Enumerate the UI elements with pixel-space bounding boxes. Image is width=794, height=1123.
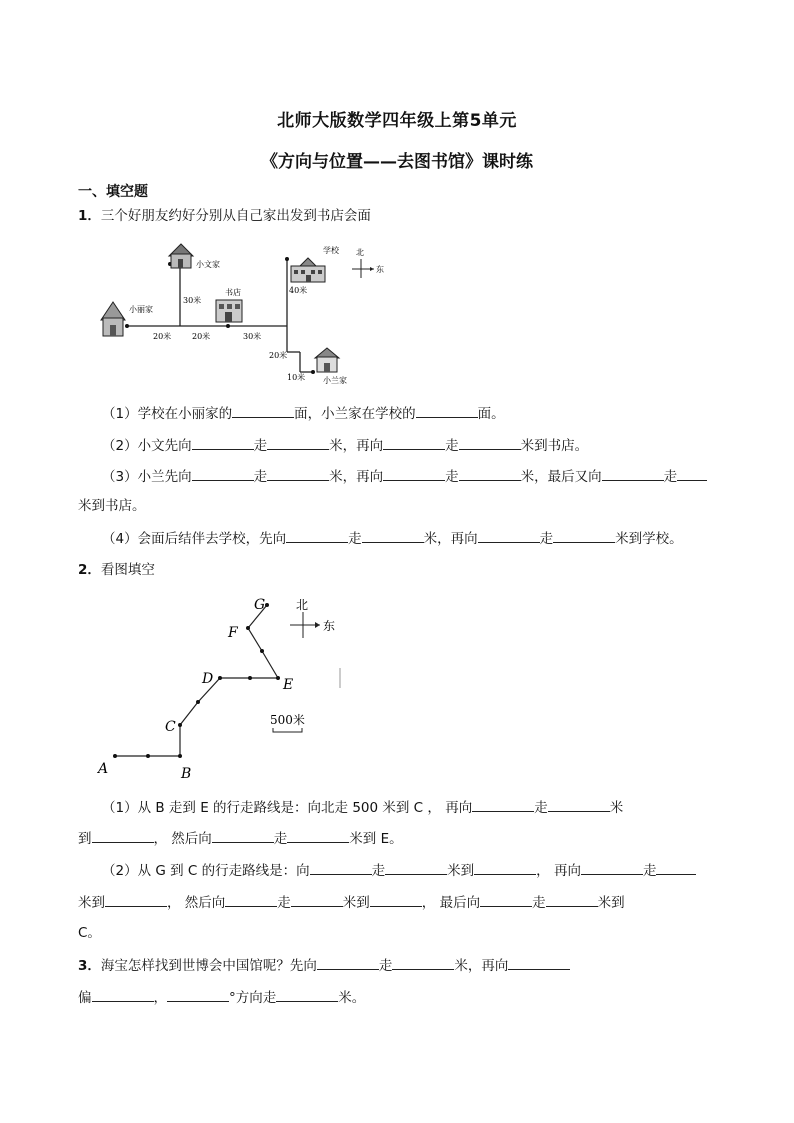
label-xiaolan: 小兰家 (323, 376, 347, 385)
question-text: 看图填空 (100, 562, 155, 578)
answer-blank[interactable] (472, 797, 534, 812)
dist-label: 20米 (153, 332, 172, 341)
bookstore-icon (216, 300, 242, 322)
map-diagram-q1 (95, 238, 395, 390)
question-1 (78, 206, 371, 226)
answer-blank[interactable] (192, 466, 254, 481)
q1-part4: （4）会面后结伴去学校，先向 走 米，再向 走 米到学校。 (102, 528, 683, 549)
compass-icon (352, 259, 374, 278)
scale-label: 500米 (270, 713, 305, 727)
answer-blank[interactable] (392, 955, 454, 970)
q1-part3-cont: 米到书店。 (78, 498, 146, 514)
answer-blank[interactable] (317, 955, 379, 970)
compass-east: 东 (376, 265, 384, 274)
page-title: 北师大版数学四年级上第5单元 (277, 111, 517, 131)
answer-blank[interactable] (383, 435, 445, 450)
answer-blank[interactable] (362, 528, 424, 543)
label-bookstore: 书店 (225, 288, 241, 297)
answer-blank[interactable] (287, 828, 349, 843)
point-D: D (202, 671, 214, 687)
dist-label: 30米 (243, 332, 262, 341)
dist-label: 20米 (269, 351, 288, 360)
dist-label: 30米 (183, 296, 202, 305)
answer-blank[interactable] (286, 528, 348, 543)
q1-part2: （2）小文先向 走 米，再向 走 米到书店。 (102, 435, 588, 456)
question-number: 1． (78, 208, 101, 224)
answer-blank[interactable] (581, 860, 643, 875)
route-path (115, 605, 278, 756)
q1-part3: （3）小兰先向 走 米，再向 走 米，最后又向 走 (102, 466, 707, 487)
xiaoli-house-icon (101, 302, 125, 336)
point-A: A (98, 761, 109, 777)
answer-blank[interactable] (267, 466, 329, 481)
question-number: 3． (78, 958, 101, 974)
point-E: E (283, 677, 294, 693)
compass-icon (290, 612, 320, 638)
question-number: 2． (78, 562, 101, 578)
answer-blank[interactable] (212, 828, 274, 843)
answer-blank[interactable] (225, 892, 277, 907)
question-3: 3．海宝怎样找到世博会中国馆呢？先向 走 米，再向 (78, 955, 570, 976)
answer-blank[interactable] (310, 860, 372, 875)
compass-east: 东 (323, 619, 336, 633)
answer-blank[interactable] (192, 435, 254, 450)
point-B: B (181, 766, 192, 782)
question-2 (78, 560, 155, 580)
answer-blank[interactable] (276, 987, 338, 1002)
answer-blank[interactable] (416, 403, 478, 418)
q2-part2: （2）从 G 到 C 的行走路线是：向 走 米到 ， 再向 走 (102, 860, 696, 881)
q2-part2-cont: 米到 ， 然后向 走 米到 ， 最后向 走 米到 (78, 892, 625, 913)
q2-part2-end: C。 (78, 925, 101, 941)
answer-blank[interactable] (459, 435, 521, 450)
dist-label: 10米 (287, 373, 306, 382)
xiaolan-house-icon (315, 348, 339, 372)
label-school: 学校 (323, 246, 339, 255)
q1-part1: （1）学校在小丽家的 面，小兰家在学校的 面。 (102, 403, 505, 424)
answer-blank[interactable] (267, 435, 329, 450)
q3-line2: 偏 ， °方向走 米。 (78, 987, 365, 1008)
answer-blank[interactable] (370, 892, 422, 907)
answer-blank[interactable] (92, 987, 154, 1002)
point-F: F (228, 625, 238, 641)
answer-blank[interactable] (385, 860, 447, 875)
answer-blank[interactable] (656, 860, 696, 875)
point-C: C (165, 719, 176, 735)
answer-blank[interactable] (105, 892, 167, 907)
answer-blank[interactable] (291, 892, 343, 907)
answer-blank[interactable] (167, 987, 229, 1002)
compass-north: 北 (356, 248, 364, 257)
answer-blank[interactable] (383, 466, 445, 481)
compass-north: 北 (296, 598, 309, 612)
answer-blank[interactable] (232, 403, 294, 418)
answer-blank[interactable] (92, 828, 154, 843)
school-icon (291, 258, 325, 282)
route-diagram-q2 (90, 592, 350, 787)
answer-blank[interactable] (548, 797, 610, 812)
page-subtitle: 《方向与位置——去图书馆》课时练 (261, 152, 533, 172)
dist-label: 40米 (289, 286, 308, 295)
answer-blank[interactable] (677, 466, 707, 481)
answer-blank[interactable] (508, 955, 570, 970)
answer-blank[interactable] (459, 466, 521, 481)
point-G: G (254, 597, 266, 613)
answer-blank[interactable] (553, 528, 615, 543)
answer-blank[interactable] (478, 528, 540, 543)
label-xiaowen: 小文家 (196, 260, 220, 269)
q2-part1-cont: 到 ， 然后向 走 米到 E。 (78, 828, 403, 849)
question-text: 海宝怎样找到世博会中国馆呢？先向 (100, 958, 317, 974)
dist-label: 20米 (192, 332, 211, 341)
xiaowen-house-icon (169, 244, 193, 268)
scale-bar (273, 728, 302, 732)
answer-blank[interactable] (602, 466, 664, 481)
answer-blank[interactable] (474, 860, 536, 875)
question-text: 三个好朋友约好分别从自己家出发到书店会面 (100, 208, 371, 224)
section-title: 一、填空题 (78, 184, 148, 200)
q2-part1: （1）从 B 走到 E 的行走路线是：向北走 500 米到 C ， 再向 走 米 (102, 797, 623, 818)
answer-blank[interactable] (546, 892, 598, 907)
label-xiaoli: 小丽家 (129, 305, 153, 314)
answer-blank[interactable] (480, 892, 532, 907)
